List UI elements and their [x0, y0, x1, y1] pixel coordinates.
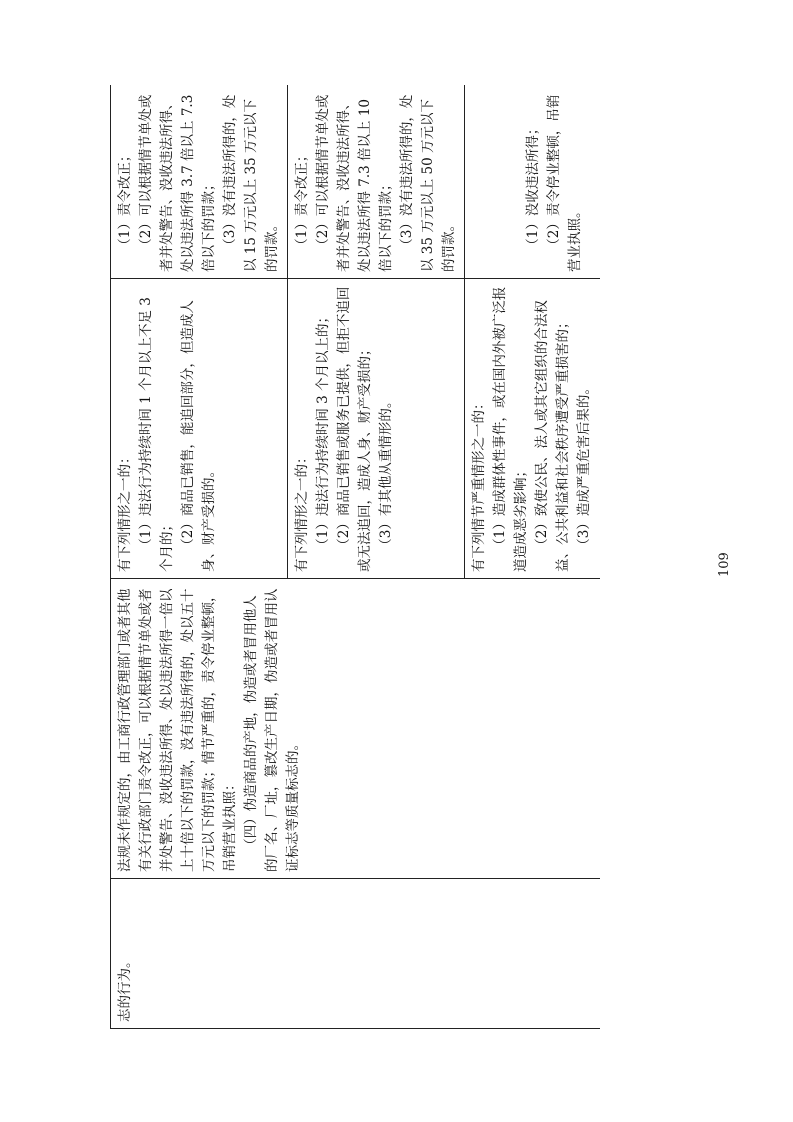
condition-line: 有下列情形之一的： [294, 450, 310, 572]
penalty-line: （1）责令改正； [294, 148, 310, 252]
condition-line: （1）造成群体性事件，或在国内外被广泛报道造成恶劣影响； [492, 286, 529, 572]
legal-basis-item-4: （四）伪造商品的产地，伪造或者冒用他人的厂名、厂址，篡改生产日期，伪造或者冒用认证标志等质量标志的。 [243, 588, 301, 872]
legal-basis-text: 法规未作规定的，由工商行政管理部门或者其他有关行政部门责令改正，可以根据情节单处或者并处警告、没收违法所得、处以违法所得一倍以上十倍以下的罚款，没有违法所得的，处以五十万元以下的罚款；情节严重的，责令停业整顿，吊销营业执照： [117, 588, 238, 872]
page-number: 109 [717, 552, 732, 578]
condition-line: （2）商品已销售，能追回部分，但造成人身、财产受损的。 [180, 300, 217, 572]
table-row [111, 85, 288, 1029]
violation-type-cell [111, 879, 601, 1029]
penalty-cell [288, 85, 465, 279]
penalty-line: （2）可以根据情节单处或者并处警告、没收违法所得、处以违法所得 3.7 倍以上 7.3 倍以下的罚款； [138, 94, 217, 272]
penalty-line: （2）责令停业整顿，吊销营业执照。 [546, 94, 583, 272]
condition-line: （2）致使公民、法人或其它组织的合法权益、公共利益和社会秩序遭受严重损害的； [534, 300, 571, 572]
condition-cell [111, 279, 288, 579]
rotated-page-content [110, 85, 600, 1029]
legal-basis-cell [111, 579, 601, 879]
penalty-line: （2）可以根据情节单处或者并处警告、没收违法所得、处以违法所得 7.3 倍以上 10 倍以下的罚款； [315, 94, 394, 272]
penalty-line: （3）没有违法所得的，处以 15 万元以上 35 万元以下的罚款。 [222, 94, 280, 272]
condition-line: （2）商品已销售或服务已提供，但拒不追回或无法追回，造成人身、财产受损的； [336, 286, 373, 572]
penalty-table [110, 85, 600, 1029]
penalty-line: （3）没有违法所得的，处以 35 万元以上 50 万元以下的罚款。 [399, 94, 457, 272]
condition-line: （1）违法行为持续时间 1 个月以上不足 3 个月的； [138, 297, 175, 572]
penalty-cell [111, 85, 288, 279]
penalty-cell [465, 85, 601, 279]
table-container [110, 85, 600, 1029]
condition-cell [288, 279, 465, 579]
condition-line: （1）违法行为持续时间 3 个月以上的； [315, 309, 331, 552]
penalty-line: （1）责令改正； [117, 148, 133, 252]
penalty-line: （1）没收违法所得； [525, 121, 541, 252]
condition-line: （3）有其他从重情形的。 [378, 394, 394, 552]
condition-line: （3）造成严重危害后果的。 [576, 381, 592, 552]
condition-cell [465, 279, 601, 579]
condition-line: 有下列情节严重情形之一的： [471, 396, 487, 572]
violation-type-text: 志的行为。 [117, 954, 133, 1022]
condition-line: 有下列情形之一的： [117, 450, 133, 572]
